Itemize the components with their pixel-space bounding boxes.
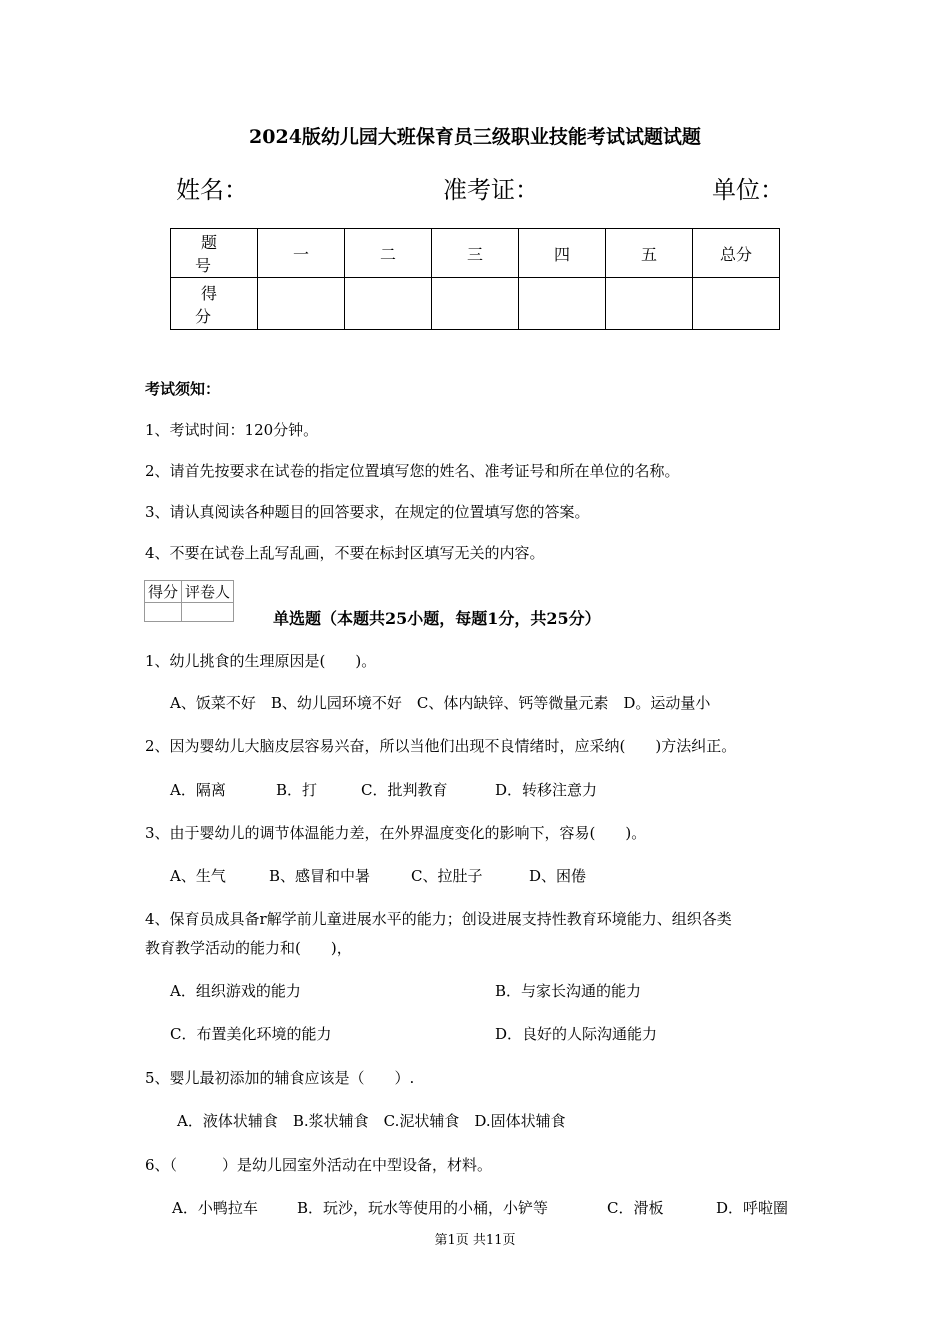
- score-cell: [258, 278, 345, 330]
- question-1-options: A、饭菜不好 B、幼儿园环境不好 C、体内缺锌、钙等微量元素 D。运动量小: [170, 694, 711, 712]
- document-title: 2024版幼儿园大班保育员三级职业技能考试试题试题: [249, 126, 701, 148]
- question-6-option-a: A．小鸭拉车: [172, 1199, 258, 1217]
- page-footer: 第1页 共11页: [434, 1233, 516, 1248]
- exam-id-field-label: 准考证：: [443, 176, 539, 204]
- question-4-stem-line-2: 教育教学活动的能力和( )，: [145, 939, 352, 957]
- score-label: 得 分: [171, 278, 258, 330]
- notice-item: 2、请首先按要求在试卷的指定位置填写您的姓名、准考证号和所在单位的名称。: [145, 462, 680, 480]
- question-4-option-a: A．组织游戏的能力: [170, 982, 301, 1000]
- score-cell: [432, 278, 519, 330]
- question-4-option-b: B．与家长沟通的能力: [495, 982, 642, 1000]
- question-number-label: 题 号: [171, 229, 258, 278]
- question-2-option-a: A．隔离: [170, 781, 226, 799]
- question-3-option-b: B、感冒和中暑: [269, 867, 371, 885]
- score-table-score-row: [171, 278, 780, 330]
- score-cell: [519, 278, 606, 330]
- question-4-option-c: C．布置美化环境的能力: [170, 1025, 332, 1043]
- question-3-stem: 3、由于婴幼儿的调节体温能力差，在外界温度变化的影响下，容易( )。: [145, 824, 647, 842]
- total-header: 总分: [693, 229, 780, 278]
- notice-item: 1、考试时间：120分钟。: [145, 421, 319, 439]
- question-2-option-c: C．批判教育: [361, 781, 448, 799]
- notice-item: 4、不要在试卷上乱写乱画，不要在标封区填写无关的内容。: [145, 544, 545, 562]
- score-table: [170, 228, 780, 330]
- question-4-stem-line-1: 4、保育员成具备r解学前儿童进展水平的能力；创设进展支持性教育环境能力、组织各类: [145, 910, 732, 928]
- section-five-header: 五: [606, 229, 693, 278]
- question-2-option-d: D．转移注意力: [495, 781, 598, 799]
- grader-reviewer-label: 评卷人: [182, 581, 234, 603]
- name-field-label: 姓名：: [176, 176, 248, 204]
- unit-field-label: 单位：: [712, 176, 784, 204]
- question-3-option-c: C、拉肚子: [411, 867, 483, 885]
- notice-heading: 考试须知：: [145, 380, 221, 398]
- question-6-option-b: B．玩沙，玩水等使用的小桶，小铲等: [297, 1199, 549, 1217]
- section-one-header: 一: [258, 229, 345, 278]
- section-four-header: 四: [519, 229, 606, 278]
- question-6-stem: 6、（ ）是幼儿园室外活动在中型设备，材料。: [145, 1156, 493, 1174]
- grader-score-cell: [145, 603, 182, 622]
- question-1-stem: 1、幼儿挑食的生理原因是( )。: [145, 652, 377, 670]
- section-title: 单选题（本题共25小题，每题1分，共25分）: [273, 609, 601, 628]
- score-cell: [345, 278, 432, 330]
- grader-score-label: 得分: [145, 581, 182, 603]
- question-2-stem: 2、因为婴幼儿大脑皮层容易兴奋，所以当他们出现不良情绪时，应采纳( )方法纠正。: [145, 737, 737, 755]
- question-6-option-d: D．呼啦圈: [716, 1199, 789, 1217]
- question-6-option-c: C．滑板: [607, 1199, 664, 1217]
- section-two-header: 二: [345, 229, 432, 278]
- section-three-header: 三: [432, 229, 519, 278]
- question-4-option-d: D．良好的人际沟通能力: [495, 1025, 658, 1043]
- total-score-cell: [693, 278, 780, 330]
- question-5-options: A．液体状辅食 B.浆状辅食 C.泥状辅食 D.固体状辅食: [177, 1112, 566, 1130]
- score-table-header-row: [171, 229, 780, 278]
- grader-box: [144, 580, 234, 622]
- score-cell: [606, 278, 693, 330]
- question-3-option-a: A、生气: [170, 867, 226, 885]
- question-3-option-d: D、困倦: [529, 867, 587, 885]
- notice-item: 3、请认真阅读各种题目的回答要求，在规定的位置填写您的答案。: [145, 503, 590, 521]
- question-2-option-b: B．打: [276, 781, 318, 799]
- grader-reviewer-cell: [182, 603, 234, 622]
- question-5-stem: 5、婴儿最初添加的辅食应该是（ ）.: [145, 1069, 415, 1087]
